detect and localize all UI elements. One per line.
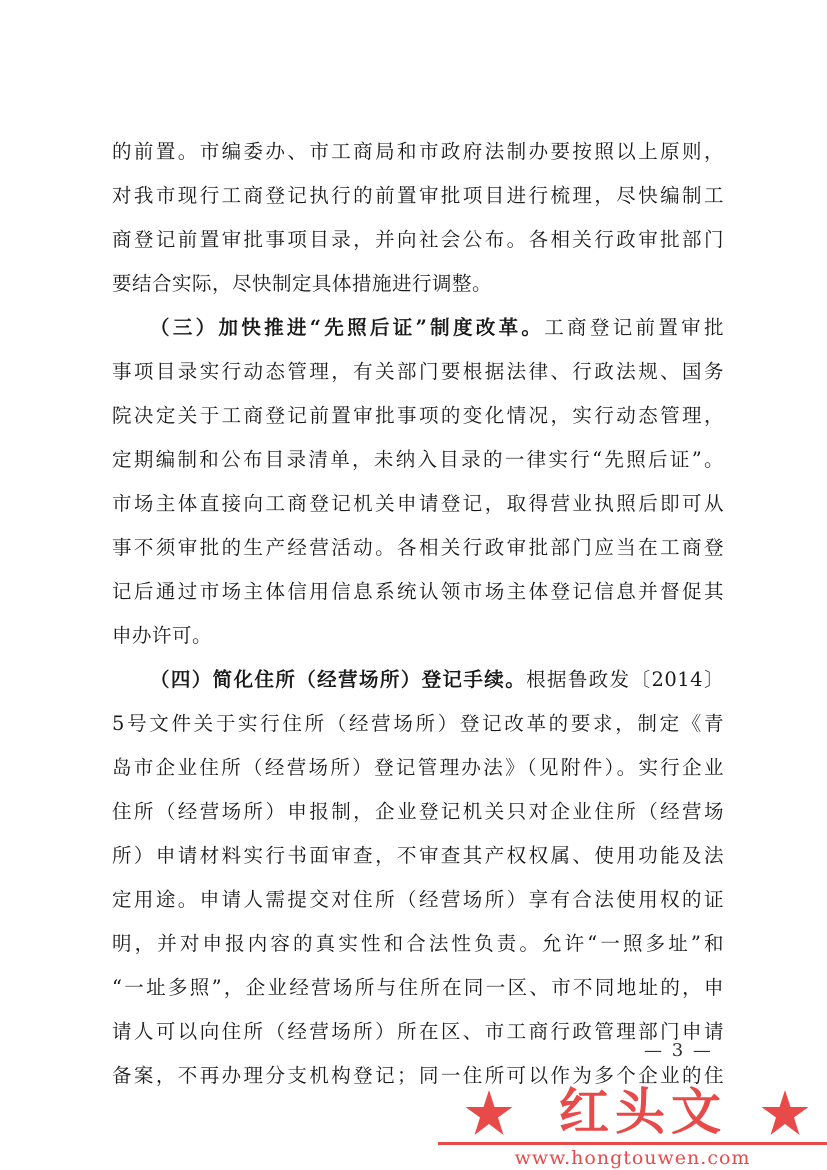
text-line: 院决定关于工商登记前置审批事项的变化情况，实行动态管理， [112, 404, 724, 427]
section-heading: （三）加快推进“先照后证”制度改革。 [150, 316, 545, 339]
text-run: 工商登记前置审批 [544, 316, 724, 339]
text-line: 市场主体直接向工商登记机关申请登记，取得营业执照后即可从 [112, 492, 724, 515]
watermark-star-row [438, 1082, 827, 1142]
text-run: 根据鲁政发〔2014〕 [526, 668, 724, 691]
page-number: — 3 — [644, 1040, 713, 1061]
text-line: 对我市现行工商登记执行的前置审批项目进行梳理，尽快编制工 [112, 184, 724, 207]
star-icon [760, 1088, 810, 1138]
text-line: 定期编制和公布目录清单，未纳入目录的一律实行“先照后证”。 [112, 448, 724, 471]
watermark [438, 1082, 827, 1170]
text-line: 定用途。申请人需提交对住所（经营场所）享有合法使用权的证 [112, 888, 724, 911]
text-line: 请人可以向住所（经营场所）所在区、市工商行政管理部门申请 [112, 1020, 724, 1043]
paragraph-1 [112, 130, 724, 306]
text-line: 商登记前置审批事项目录，并向社会公布。各相关行政审批部门 [112, 228, 724, 251]
text-line: 申办许可。 [112, 624, 213, 647]
text-line: 所）申请材料实行书面审查，不审查其产权权属、使用功能及法 [112, 844, 724, 867]
text-line: “一址多照”，企业经营场所与住所在同一区、市不同地址的，申 [112, 976, 724, 999]
section-heading-line [112, 306, 724, 350]
document-body [112, 130, 724, 1098]
text-line: 要结合实际，尽快制定具体措施进行调整。 [112, 272, 493, 295]
text-line: 的前置。市编委办、市工商局和市政府法制办要按照以上原则， [112, 140, 724, 163]
paragraph-section-3 [112, 306, 724, 658]
text-line: 5号文件关于实行住所（经营场所）登记改革的要求，制定《青 [112, 712, 724, 735]
text-line: 岛市企业住所（经营场所）登记管理办法》（见附件）。实行企业 [112, 756, 724, 779]
section-heading-line [112, 658, 724, 702]
text-line: 备案，不再办理分支机构登记；同一住所可以作为多个企业的住 [112, 1064, 724, 1087]
paragraph-section-4 [112, 658, 724, 1098]
text-line: 住所（经营场所）申报制，企业登记机关只对企业住所（经营场 [112, 800, 724, 823]
watermark-url: www.hongtouwen.com [514, 1147, 751, 1169]
text-line: 事项目录实行动态管理，有关部门要根据法律、行政法规、国务 [112, 360, 724, 383]
section-heading: （四）简化住所（经营场所）登记手续。 [150, 668, 527, 691]
text-line: 记后通过市场主体信用信息系统认领市场主体登记信息并督促其 [112, 580, 724, 603]
watermark-divider [438, 1142, 827, 1145]
star-icon [464, 1088, 514, 1138]
text-line: 事不须审批的生产经营活动。各相关行政审批部门应当在工商登 [112, 536, 724, 559]
text-line: 明，并对申报内容的真实性和合法性负责。允许“一照多址”和 [112, 932, 724, 955]
watermark-title: 红头文 [559, 1082, 727, 1141]
